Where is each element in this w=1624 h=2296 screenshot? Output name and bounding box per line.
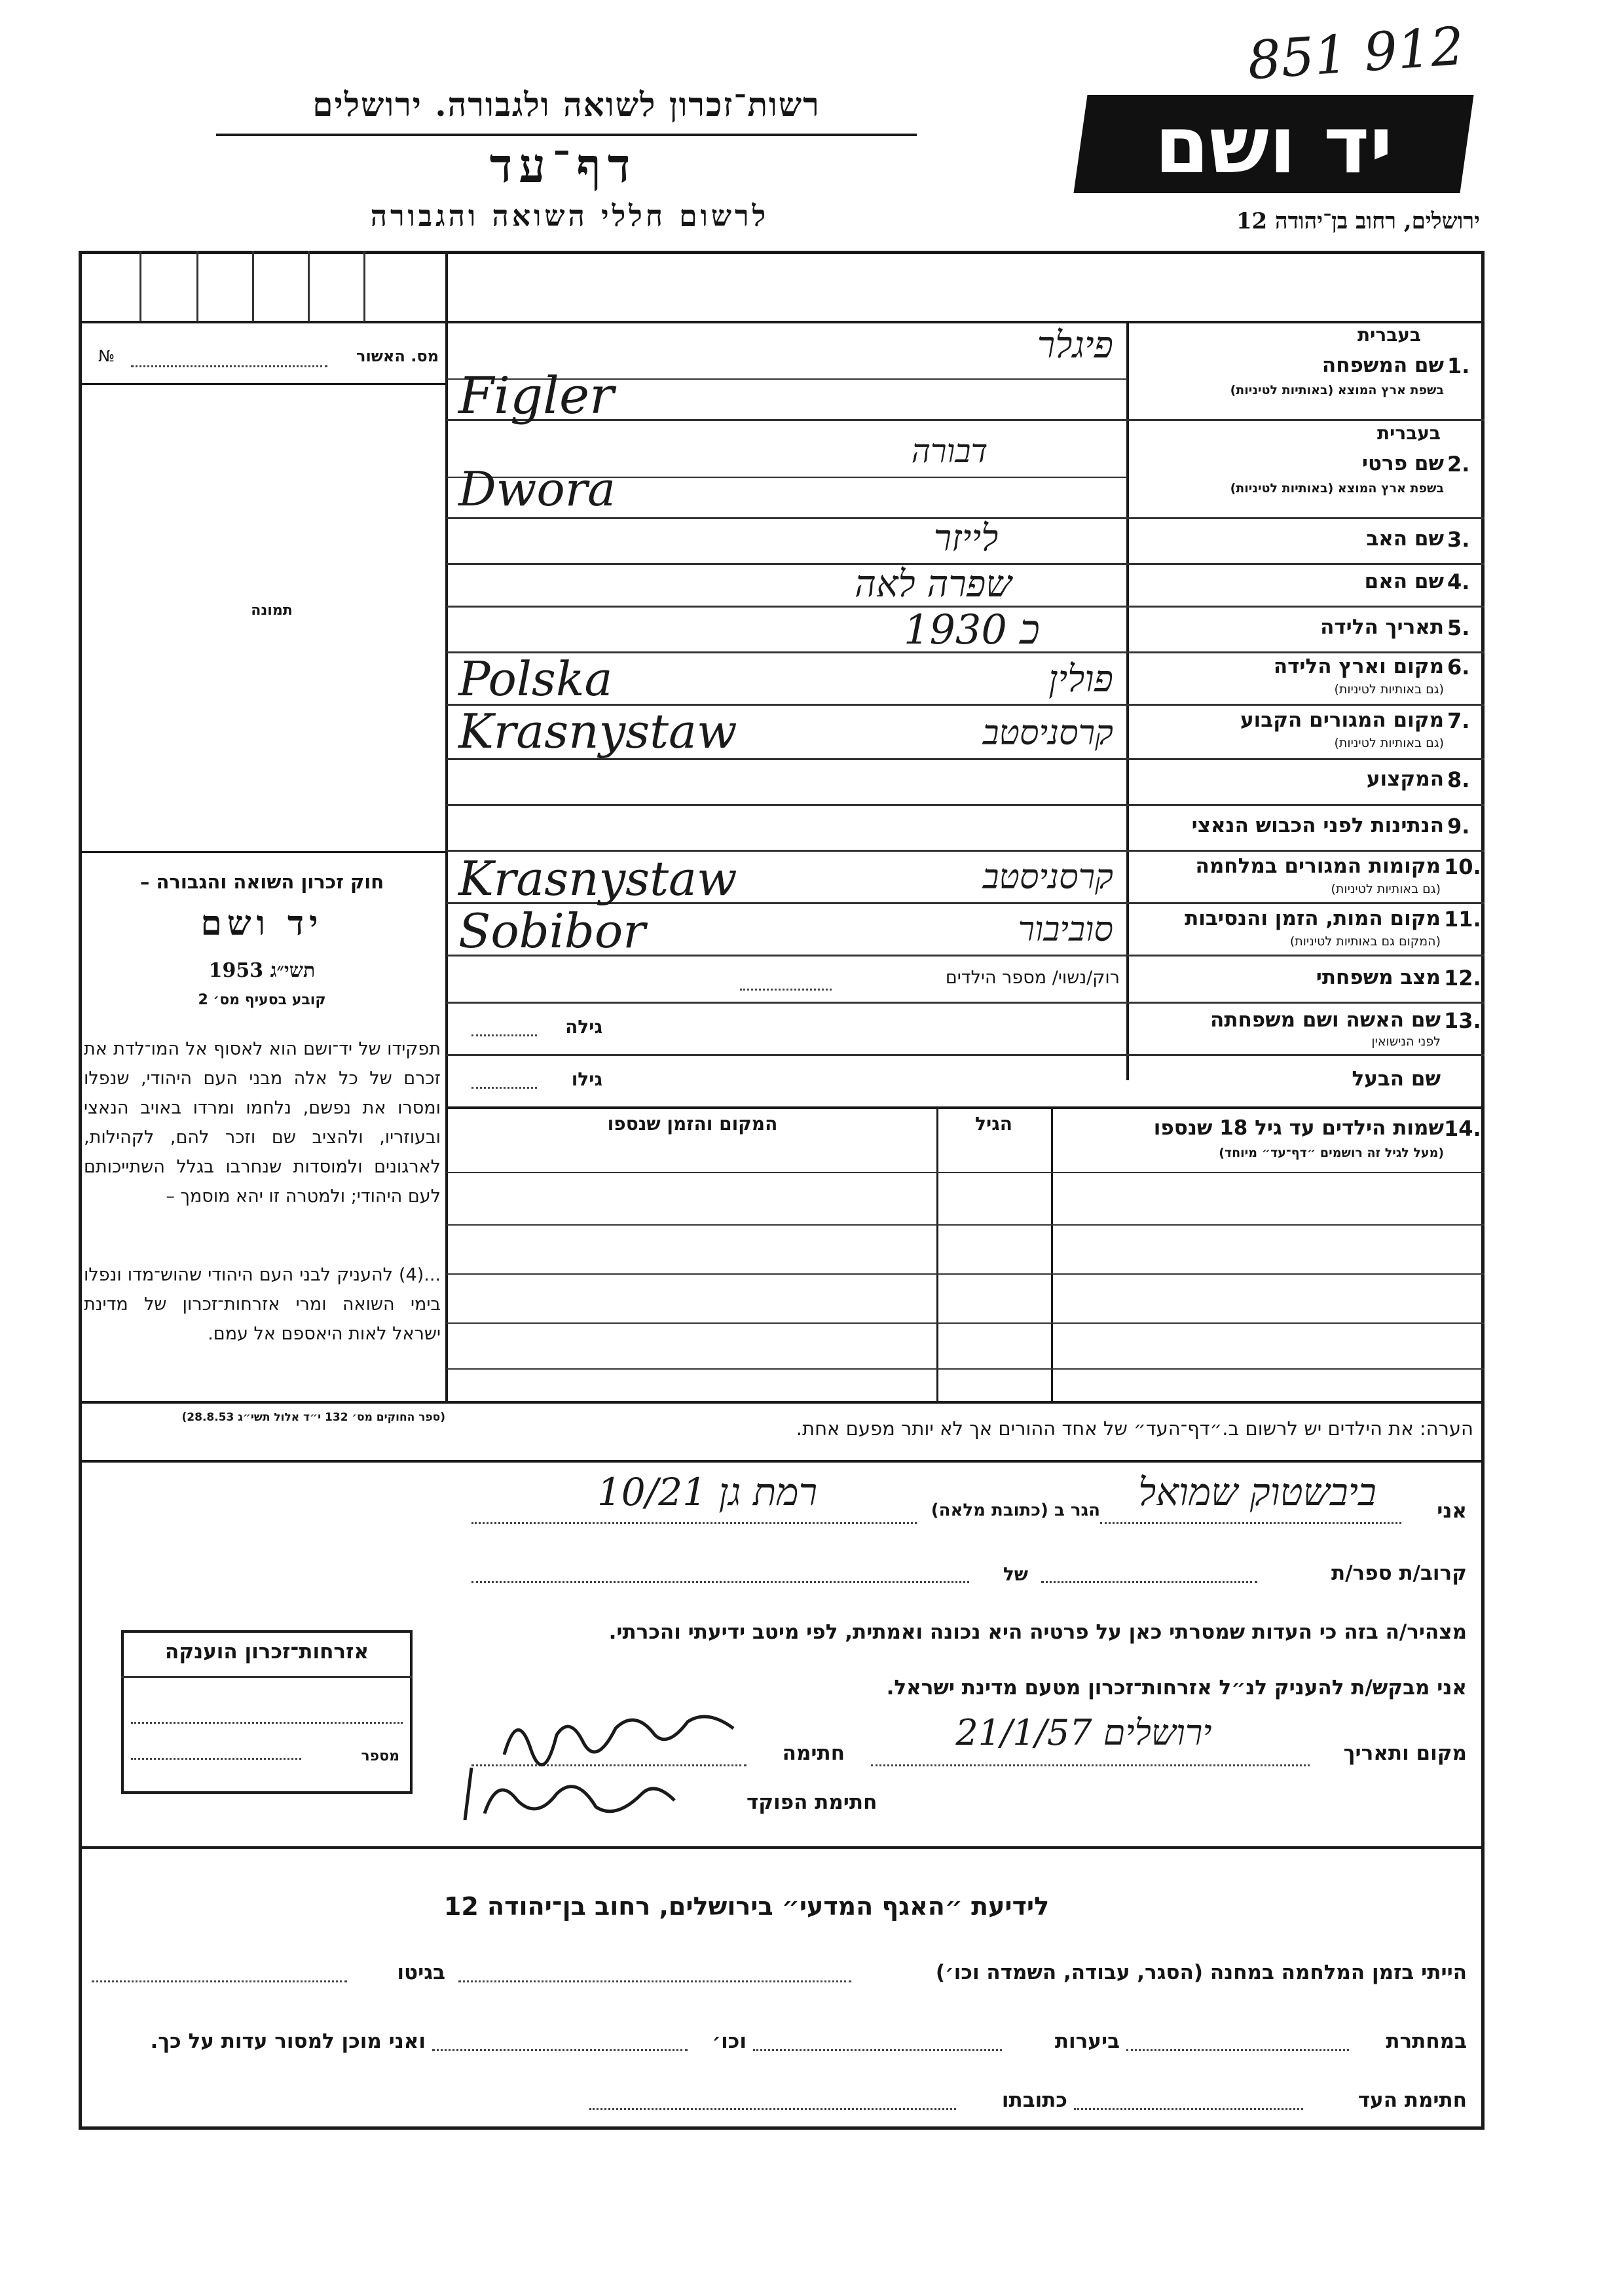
field-11-sub: (המקום גם באותיות לטיניות)	[1289, 934, 1441, 949]
children-col-divider	[936, 1106, 938, 1401]
field-2-label: שם פרטי	[1361, 452, 1444, 475]
footer-line2-c: וכו׳	[712, 2030, 747, 2053]
other-line[interactable]	[432, 2049, 688, 2051]
row-rule	[447, 804, 1485, 806]
approval-rule	[79, 383, 447, 385]
field-11-hebrew-value[interactable]: סוביבור	[1018, 910, 1113, 949]
approval-label: מס. האשור	[356, 347, 439, 365]
field-4-label: שם האם	[1364, 570, 1444, 593]
left-column-divider	[445, 251, 448, 1403]
field-13-num: 13.	[1444, 1008, 1481, 1033]
org-title-rule	[216, 134, 917, 136]
declarant-name-line	[1100, 1522, 1401, 1524]
field-10-num: 10.	[1444, 854, 1481, 879]
official-signature	[458, 1755, 681, 1827]
top-boxes-rule	[79, 321, 1485, 323]
field-1-hebrew-value[interactable]: פיגלר	[1037, 324, 1113, 367]
children-row-rule	[447, 1273, 1485, 1275]
declarant-address[interactable]: רמת גן 10/21	[597, 1470, 818, 1514]
footer-line3-b: כתובתו	[1001, 2088, 1067, 2112]
field-7-label: מקום המגורים הקבוע	[1240, 708, 1444, 732]
field-7-latin-value[interactable]: Krasnystaw	[458, 704, 737, 759]
row-rule	[447, 1054, 1485, 1056]
org-title: רשות־זכרון לשואה ולגבורה. ירושלים	[312, 85, 821, 124]
box-divider	[252, 251, 254, 321]
footer-line1-b: בגיטו	[397, 1961, 445, 1984]
footer-line2-a: במחתרת	[1386, 2030, 1467, 2053]
citizenship-no-line[interactable]	[131, 1758, 301, 1760]
children-row-rule	[447, 1172, 1485, 1173]
law-source: (ספר החוקים מס׳ 132 י״ד אלול תשי״ג 28.8.53)	[181, 1411, 445, 1424]
children-row-rule	[447, 1322, 1485, 1324]
archive-number: 851 912	[1246, 15, 1466, 92]
wife-age-line[interactable]	[471, 1034, 537, 1036]
field-5-num: 5.	[1447, 615, 1470, 640]
field-11-latin-value[interactable]: Sobibor	[458, 903, 646, 958]
field-10-hebrew-value[interactable]: קרסניסטב	[982, 858, 1113, 897]
field-10-label: מקומות המגורים במלחמה	[1195, 854, 1441, 878]
children-label: שמות הילדים עד גיל 18 שנספו	[1153, 1116, 1444, 1140]
law-year: תשי״ג 1953	[208, 959, 316, 982]
witness-sign-line[interactable]	[1074, 2108, 1303, 2110]
field-7-num: 7.	[1447, 708, 1470, 733]
field-9-label: הנתינות לפני הכבוש הנאצי	[1191, 814, 1444, 837]
field-12-label: מצב משפחתי	[1316, 966, 1441, 989]
field-12-status[interactable]: רוק/נשוי/ מספר הילדים	[945, 968, 1120, 988]
declarant-i-label: אני	[1437, 1499, 1467, 1523]
field-4-num: 4.	[1447, 570, 1470, 594]
approval-number-sign: №	[98, 347, 115, 365]
field-8-num: 8.	[1447, 767, 1470, 792]
footer-line2-b: ביערות	[1054, 2030, 1120, 2053]
row-rule	[447, 1002, 1485, 1004]
field-1-latin-value[interactable]: Figler	[458, 367, 614, 426]
field-7-sub: (גם באותיות לטיניות)	[1334, 736, 1444, 750]
children-count-line[interactable]	[740, 989, 832, 991]
field-3-value[interactable]: לייזר	[933, 517, 999, 560]
photo-label: תמונה	[251, 602, 293, 619]
field-1-label: שם המשפחה	[1321, 354, 1444, 377]
field-5-value[interactable]: 1930 כ	[904, 606, 1040, 653]
box-divider	[196, 251, 198, 321]
field-3-num: 3.	[1447, 527, 1470, 552]
box-divider	[139, 251, 141, 321]
footer-top-rule	[79, 1846, 1485, 1849]
field-13-age-f: גילה	[565, 1016, 602, 1038]
law-text-2: ...(4) להעניק לבני העם היהודי שהוש־מדו ונפלו בימי השואה ומרי אזרחות־זכרון של מדינת ישראל לאות היאספם אל עמם.	[84, 1265, 441, 1344]
relation-label: קרוב/ת ספר/ת	[1331, 1561, 1467, 1585]
law-clause: קובע בסעיף מס׳ 2	[198, 992, 326, 1008]
field-6-num: 6.	[1447, 655, 1470, 680]
field-4-value[interactable]: שפרה לאה	[855, 563, 1012, 606]
field-13-sub: לפני הנישואין	[1371, 1034, 1441, 1049]
field-6-label: מקום וארץ הלידה	[1273, 655, 1444, 678]
form-title: דף־עד	[489, 137, 637, 193]
field-13-label: שם האשה ושם משפחתה	[1210, 1008, 1441, 1032]
field-6-latin-value[interactable]: Polska	[458, 651, 613, 706]
field-11-num: 11.	[1444, 907, 1481, 932]
children-num: 14.	[1444, 1116, 1481, 1141]
ghetto-line[interactable]	[92, 1980, 347, 1982]
declarant-name[interactable]: ביבשטוק שמואל	[1138, 1470, 1376, 1514]
field-6-sub: (גם באותיות לטיניות)	[1334, 682, 1444, 697]
law-title: חוק זכרון השואה והגבורה –	[139, 871, 384, 893]
header-address: ירושלים, רחוב בן־יהודה 12	[1236, 208, 1480, 234]
footer-line1-a: הייתי בזמן המלחמה במחנה (הסגר, עבודה, השמדה וכו׳)	[935, 1961, 1467, 1984]
field-8-label: המקצוע	[1366, 767, 1444, 791]
field-1-num: 1.	[1447, 354, 1470, 378]
children-row-rule	[447, 1368, 1485, 1370]
official-signature-label: חתימת הפוקד	[747, 1791, 877, 1814]
approval-number-line[interactable]	[131, 365, 327, 367]
of-label: של	[1003, 1563, 1028, 1585]
citizenship-rule	[121, 1676, 413, 1678]
request-text: אני מבקש/ת להעניק לנ״ל אזרחות־זכרון מטעם מדינת ישראל.	[886, 1676, 1467, 1700]
footer-line3-a: חתימת העד	[1357, 2088, 1467, 2112]
address-line	[471, 1522, 917, 1524]
relation-line[interactable]	[1041, 1581, 1257, 1583]
field-2-hebrew-value[interactable]: דבורה	[911, 432, 988, 470]
field-10-sub: (גם באותיות לטיניות)	[1331, 882, 1441, 896]
logo-text: יד ושם	[1154, 100, 1393, 191]
footer-title: לידיעת ״האגף המדעי״ בירושלים, רחוב בן־יהודה 12	[443, 1892, 1050, 1921]
field-10-latin-value[interactable]: Krasnystaw	[458, 851, 737, 906]
citizenship-no-label: מספר	[361, 1748, 399, 1764]
forests-line[interactable]	[753, 2049, 1002, 2051]
field-5-label: תאריך הלידה	[1320, 615, 1444, 639]
witness-address-line[interactable]	[589, 2108, 956, 2110]
children-note: הערה: את הילדים יש לרשום ב.״דף־העד״ של אחד ההורים אך לא יותר מפעם אחת.	[796, 1417, 1473, 1440]
children-col-age: הגיל	[975, 1113, 1012, 1135]
field-7-hebrew-value[interactable]: קרסניסטב	[982, 714, 1113, 753]
box-divider	[308, 251, 310, 321]
field-13-age-m: גילו	[571, 1068, 602, 1090]
field-1-lang: בעברית	[1357, 324, 1421, 346]
field-1-sub: בשפת ארץ המוצא (באותיות לטיניות)	[1230, 383, 1444, 397]
citizenship-line[interactable]	[131, 1722, 403, 1724]
place-date-label: מקום ותאריך	[1343, 1741, 1467, 1765]
place-date-line	[871, 1764, 1310, 1766]
field-3-label: שם האב	[1366, 527, 1444, 551]
children-col-place: המקום והזמן שנספו	[607, 1113, 778, 1135]
field-2-num: 2.	[1447, 452, 1470, 477]
children-top-rule	[447, 1106, 1485, 1109]
children-col-divider	[1051, 1106, 1053, 1401]
field-13-husband-label: שם הבעל	[1352, 1067, 1441, 1091]
underground-line[interactable]	[1126, 2049, 1349, 2051]
box-divider	[363, 251, 365, 321]
photo-rule	[79, 851, 447, 853]
declare-text: מצהיר/ה בזה כי העדות שמסרתי כאן על פרטיה היא נכונה ואמתית, לפי מיטב ידיעתי והכרתי.	[608, 1620, 1467, 1644]
place-date-value[interactable]: ירושלים 21/1/57	[955, 1712, 1212, 1753]
law-text: תפקידו של יד־ושם הוא לאסוף אל המו־לדת את זכרם של כל אלה מבני העם היהודי, שנפלו ומסרו את נפשם, נלחמו ומרדו באויב הנאצי ובעוזריו, ולהציב שם וזכר להם, לקהילות, לארגונים ולמוסדות שנחרבו בגלל השתייכותם לעם היהודי; ולמטרה זו יהא מוסמך –	[84, 1039, 441, 1207]
note-top-rule	[79, 1401, 1485, 1404]
field-9-num: 9.	[1447, 814, 1470, 839]
declaration-top-rule	[79, 1460, 1485, 1463]
children-sub: (מעל לגיל זה רושמים ״דף־עד״ מיוחד)	[1219, 1146, 1444, 1160]
children-row-rule	[447, 1224, 1485, 1226]
field-12-num: 12.	[1444, 966, 1481, 991]
law-name: יד ושם	[200, 903, 323, 943]
residing-label: הגר ב (כתובת מלאה)	[931, 1501, 1100, 1520]
label-column-divider	[1126, 321, 1129, 1080]
footer-line2-d: ואני מוכן למסור עדות על כך.	[150, 2030, 426, 2053]
of-line[interactable]	[471, 1581, 969, 1583]
field-6-hebrew-value[interactable]: פולין	[1048, 658, 1113, 701]
citizenship-title: אזרחות־זכרון הוענקה	[164, 1640, 369, 1664]
signature-label: חתימה	[782, 1741, 845, 1765]
camp-line[interactable]	[458, 1980, 851, 1982]
field-2-sub: בשפת ארץ המוצא (באותיות לטיניות)	[1230, 481, 1444, 496]
field-2-latin-value[interactable]: Dwora	[458, 462, 616, 517]
form-subtitle: לרשום חללי השואה והגבורה	[370, 200, 769, 233]
field-11-label: מקום המות, הזמן והנסיבות	[1185, 907, 1441, 930]
field-2-lang: בעברית	[1376, 422, 1441, 444]
husband-age-line[interactable]	[471, 1087, 537, 1089]
